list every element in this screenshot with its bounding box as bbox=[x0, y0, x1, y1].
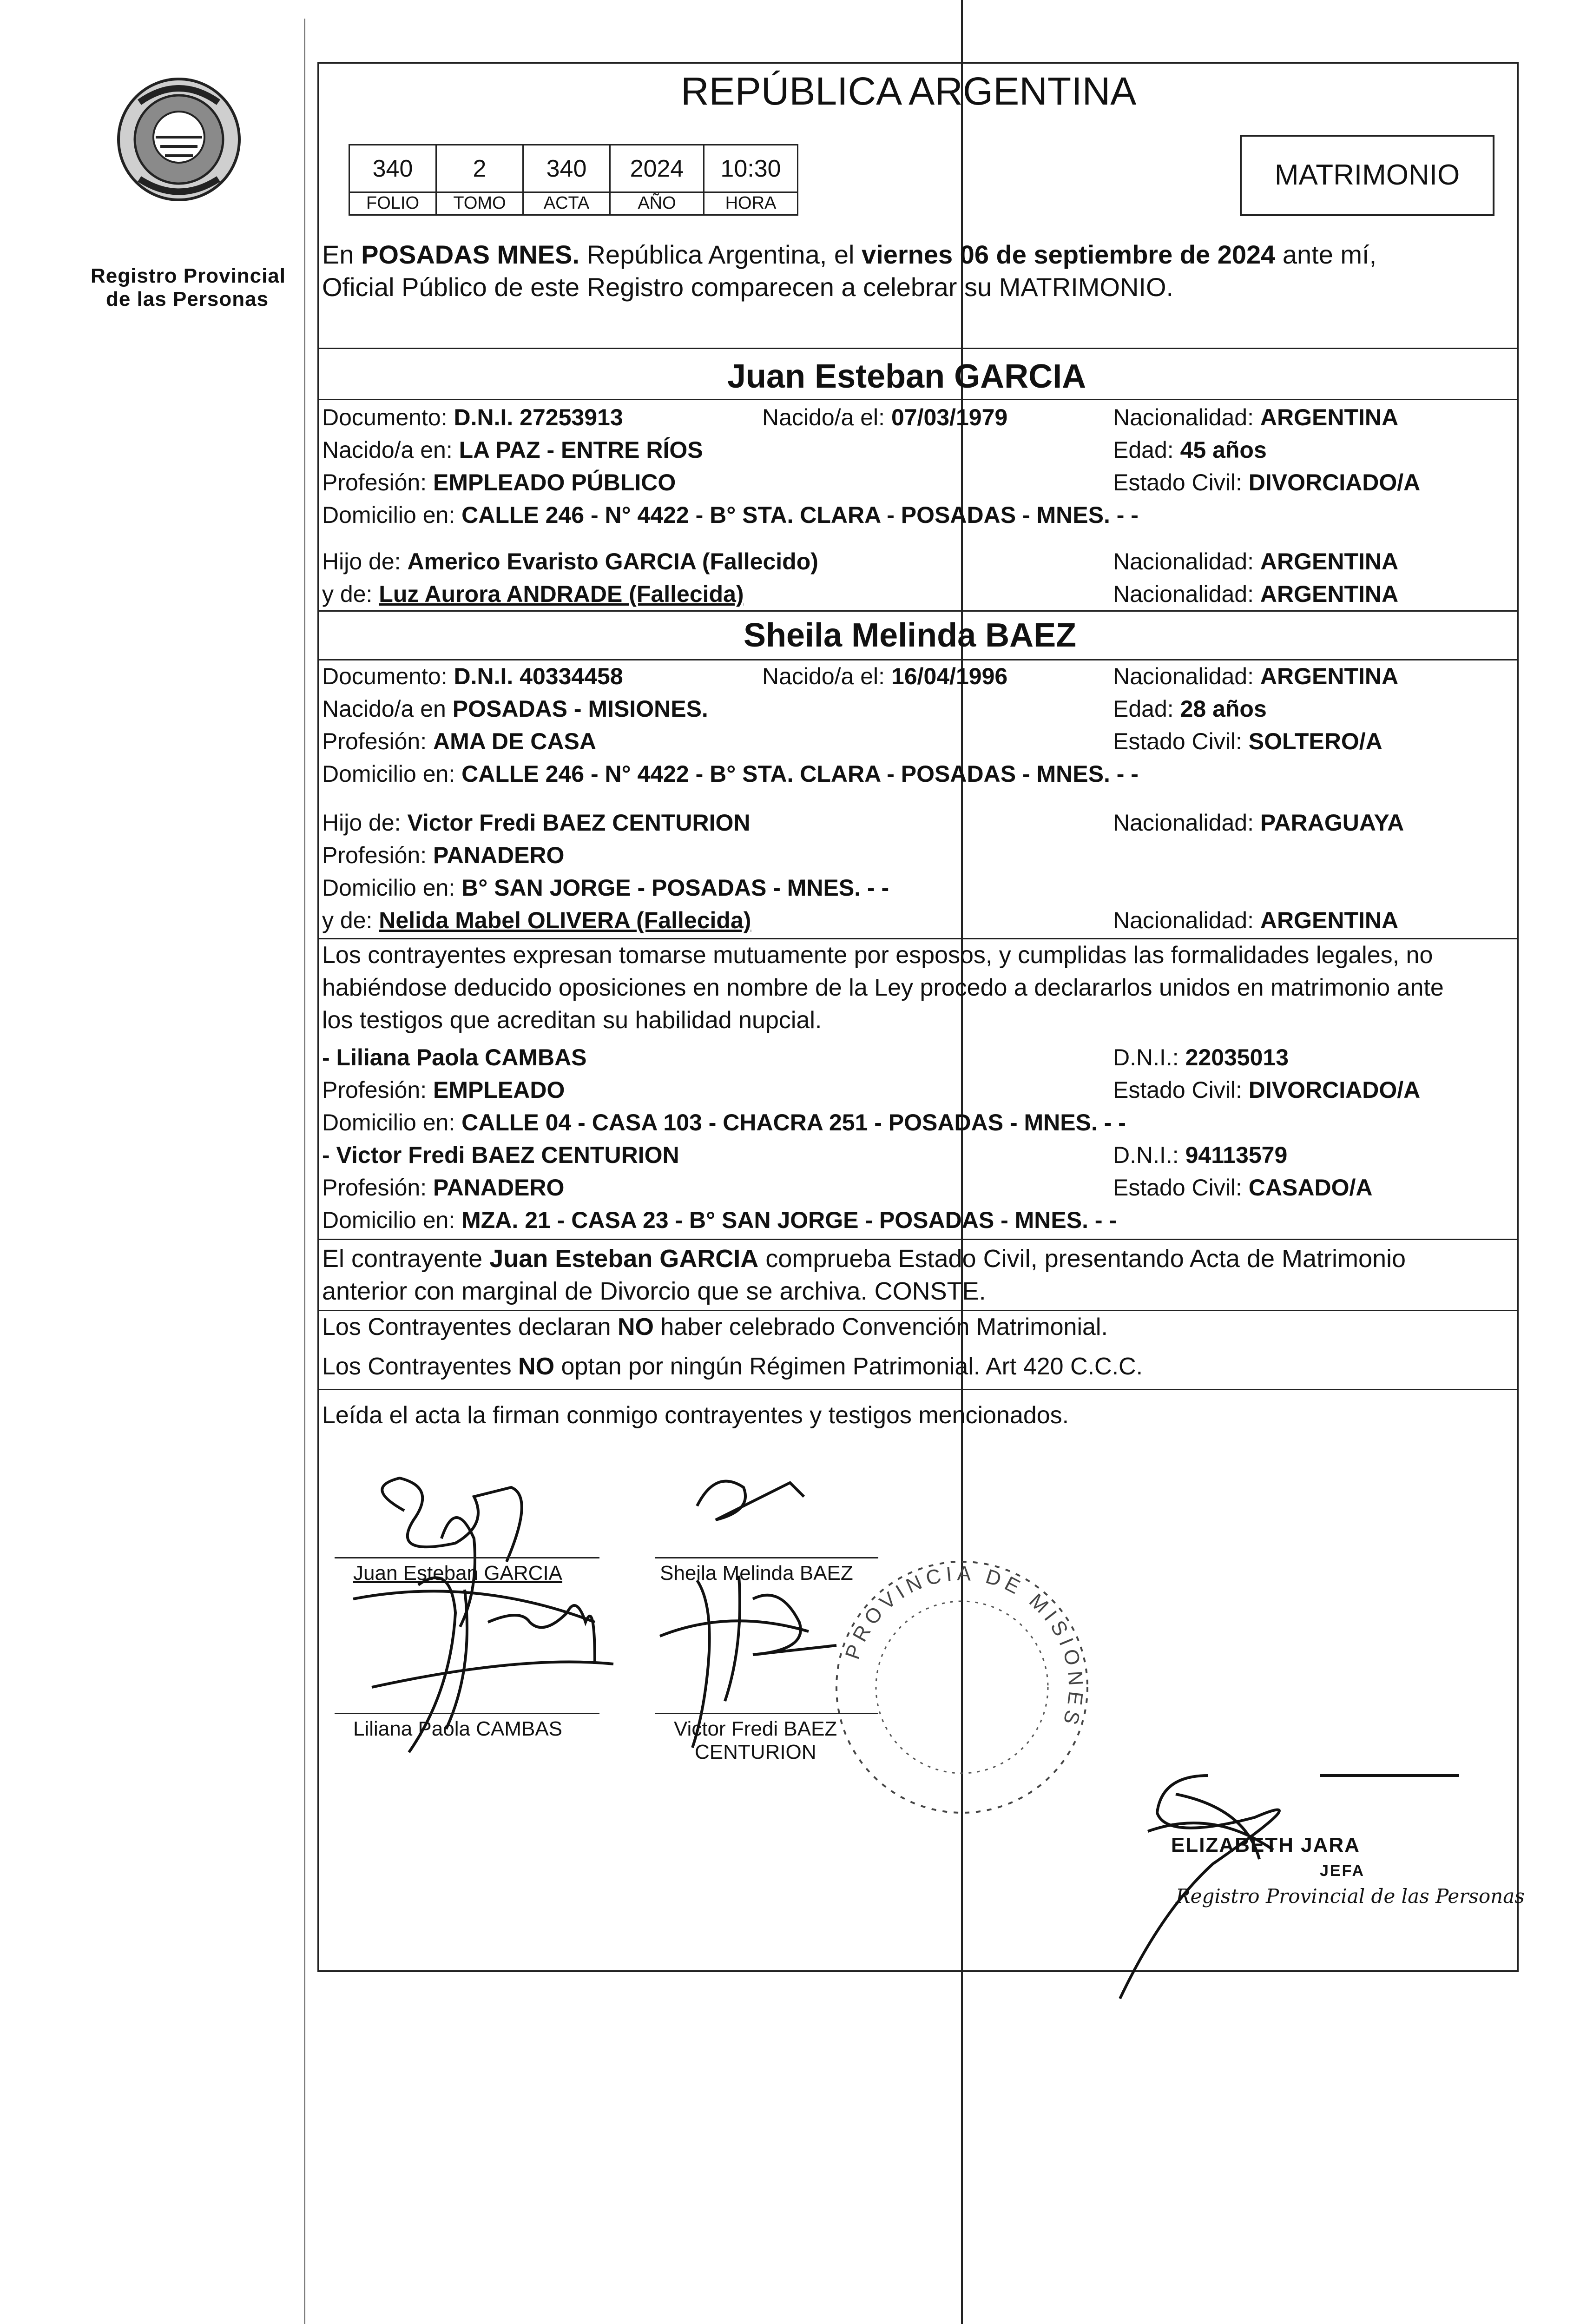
witness1-dni: D.N.I.: 22035013 bbox=[1113, 1044, 1289, 1070]
spouse2-mother: y de: Nelida Mabel OLIVERA (Fallecida) bbox=[322, 907, 751, 933]
spouse2-age: Edad: 28 años bbox=[1113, 696, 1267, 722]
tomo-value: 2 bbox=[435, 144, 524, 193]
spouse2-profession: Profesión: AMA DE CASA bbox=[322, 728, 596, 754]
hora-label: HORA bbox=[703, 191, 798, 216]
registry-seal-logo bbox=[95, 70, 263, 223]
witness1-profession: Profesión: EMPLEADO bbox=[322, 1077, 565, 1103]
divider bbox=[319, 938, 1517, 939]
witness2-name: - Victor Fredi BAEZ CENTURION bbox=[322, 1142, 679, 1168]
spouse2-birth-place: Nacido/a en POSADAS - MISIONES. bbox=[322, 696, 708, 722]
intro-line-2: Oficial Público de este Registro comparecen a celebrar su MATRIMONIO. bbox=[322, 272, 1174, 302]
acta-value: 340 bbox=[522, 144, 611, 193]
witness2-profession: Profesión: PANADERO bbox=[322, 1175, 565, 1201]
spouse2-document: Documento: D.N.I. 40334458 bbox=[322, 663, 623, 689]
signature-name-witness1: Liliana Paola CAMBAS bbox=[353, 1717, 563, 1740]
witness1-name: - Liliana Paola CAMBAS bbox=[322, 1044, 587, 1070]
officer-office: Registro Provincial de las Personas bbox=[1176, 1885, 1525, 1908]
spouse2-address: Domicilio en: CALLE 246 - N° 4422 - B° STA. CLARA - POSADAS - MNES. - - bbox=[322, 761, 1139, 787]
spouse1-nationality: Nacionalidad: ARGENTINA bbox=[1113, 404, 1399, 430]
spouse2-name: Sheila Melinda BAEZ bbox=[744, 617, 1077, 654]
divider bbox=[319, 610, 1517, 612]
closing-statement: Leída el acta la firman conmigo contrayentes y testigos mencionados. bbox=[322, 1402, 1069, 1429]
spouse1-profession: Profesión: EMPLEADO PÚBLICO bbox=[322, 469, 676, 495]
spouse1-mother-nationality: Nacionalidad: ARGENTINA bbox=[1113, 581, 1399, 607]
witness1-civil-status: Estado Civil: DIVORCIADO/A bbox=[1113, 1077, 1421, 1103]
spouse1-father: Hijo de: Americo Evaristo GARCIA (Fallecido) bbox=[322, 548, 818, 574]
doc-type-box bbox=[1240, 135, 1494, 216]
spouse1-birth-date: Nacido/a el: 07/03/1979 bbox=[762, 404, 1008, 430]
witness2-dni: D.N.I.: 94113579 bbox=[1113, 1142, 1288, 1168]
declaration-line-1: Los contrayentes expresan tomarse mutuamente por esposos, y cumplidas las formalidades legales, no bbox=[322, 942, 1433, 969]
divider bbox=[319, 659, 1517, 660]
signature-name-witness2-line1: Victor Fredi BAEZ bbox=[674, 1717, 837, 1740]
spouse1-address: Domicilio en: CALLE 246 - N° 4422 - B° STA. CLARA - POSADAS - MNES. - - bbox=[322, 502, 1139, 528]
folio-label: FOLIO bbox=[349, 191, 437, 216]
spouse1-document: Documento: D.N.I. 27253913 bbox=[322, 404, 623, 430]
spouse2-father: Hijo de: Victor Fredi BAEZ CENTURION bbox=[322, 810, 750, 836]
spouse2-civil-status: Estado Civil: SOLTERO/A bbox=[1113, 728, 1382, 754]
seal-line-2: de las Personas bbox=[106, 288, 269, 310]
signature-line bbox=[335, 1713, 599, 1714]
witness2-address: Domicilio en: MZA. 21 - CASA 23 - B° SAN JORGE - POSADAS - MNES. - - bbox=[322, 1207, 1117, 1233]
convention-line-2: Los Contrayentes NO optan por ningún Régimen Patrimonial. Art 420 C.C.C. bbox=[322, 1353, 1143, 1380]
tomo-label: TOMO bbox=[435, 191, 524, 216]
intro-line-1: En POSADAS MNES. República Argentina, el viernes 06 de septiembre de 2024 ante mí, bbox=[322, 240, 1377, 269]
spouse2-birth-date: Nacido/a el: 16/04/1996 bbox=[762, 663, 1008, 689]
divider bbox=[319, 1310, 1517, 1311]
spouse2-mother-nationality: Nacionalidad: ARGENTINA bbox=[1113, 907, 1399, 933]
spouse2-father-profession: Profesión: PANADERO bbox=[322, 842, 565, 868]
signature-name-witness2-line2: CENTURION bbox=[695, 1741, 816, 1763]
spouse1-civil-status: Estado Civil: DIVORCIADO/A bbox=[1113, 469, 1421, 495]
spouse1-age: Edad: 45 años bbox=[1113, 437, 1267, 463]
officer-name: ELIZABETH JARA bbox=[1171, 1834, 1360, 1856]
spouse1-birth-place: Nacido/a en: LA PAZ - ENTRE RÍOS bbox=[322, 437, 703, 463]
witness2-civil-status: Estado Civil: CASADO/A bbox=[1113, 1175, 1373, 1201]
country-title: REPÚBLICA ARGENTINA bbox=[681, 69, 1137, 113]
declaration-line-2: habiéndose deducido oposiciones en nombre de la Ley procedo a declararlos unidos en matrimonio ante bbox=[322, 974, 1444, 1001]
acta-label: ACTA bbox=[522, 191, 611, 216]
folio-value: 340 bbox=[349, 144, 437, 193]
seal-line-1: Registro Provincial bbox=[91, 264, 286, 287]
signature-name-bride: Sheila Melinda BAEZ bbox=[660, 1562, 853, 1585]
spouse1-name: Juan Esteban GARCIA bbox=[727, 358, 1086, 395]
declaration-line-3: los testigos que acreditan su habilidad nupcial. bbox=[322, 1007, 822, 1034]
divider bbox=[319, 399, 1517, 400]
divider bbox=[319, 1239, 1517, 1240]
spouse2-father-nationality: Nacionalidad: PARAGUAYA bbox=[1113, 810, 1404, 836]
binding-line bbox=[304, 19, 305, 2324]
divider bbox=[319, 348, 1517, 349]
anio-label: AÑO bbox=[609, 191, 704, 216]
spouse1-mother: y de: Luz Aurora ANDRADE (Fallecida) bbox=[322, 581, 744, 607]
spouse2-father-address: Domicilio en: B° SAN JORGE - POSADAS - MNES. - - bbox=[322, 875, 889, 901]
spouse1-father-nationality: Nacionalidad: ARGENTINA bbox=[1113, 548, 1399, 574]
note-line-1: El contrayente Juan Esteban GARCIA comprueba Estado Civil, presentando Acta de Matrimonio bbox=[322, 1245, 1406, 1273]
doc-type-label: MATRIMONIO bbox=[1274, 159, 1460, 191]
official-round-stamp bbox=[823, 1548, 1101, 1827]
divider bbox=[319, 1389, 1517, 1390]
anio-value: 2024 bbox=[609, 144, 704, 193]
note-line-2: anterior con marginal de Divorcio que se archiva. CONSTE. bbox=[322, 1277, 986, 1305]
stamp-ring-text: PROVINCIA DE MISIONES bbox=[841, 1562, 1087, 1732]
signature-name-groom: Juan Esteban GARCIA bbox=[353, 1562, 563, 1585]
witness1-address: Domicilio en: CALLE 04 - CASA 103 - CHACRA 251 - POSADAS - MNES. - - bbox=[322, 1109, 1126, 1136]
hora-value: 10:30 bbox=[703, 144, 798, 193]
spouse2-nationality: Nacionalidad: ARGENTINA bbox=[1113, 663, 1399, 689]
signature-line bbox=[335, 1557, 599, 1558]
convention-line-1: Los Contrayentes declaran NO haber celebrado Convención Matrimonial. bbox=[322, 1314, 1108, 1340]
officer-title: JEFA bbox=[1320, 1862, 1365, 1880]
